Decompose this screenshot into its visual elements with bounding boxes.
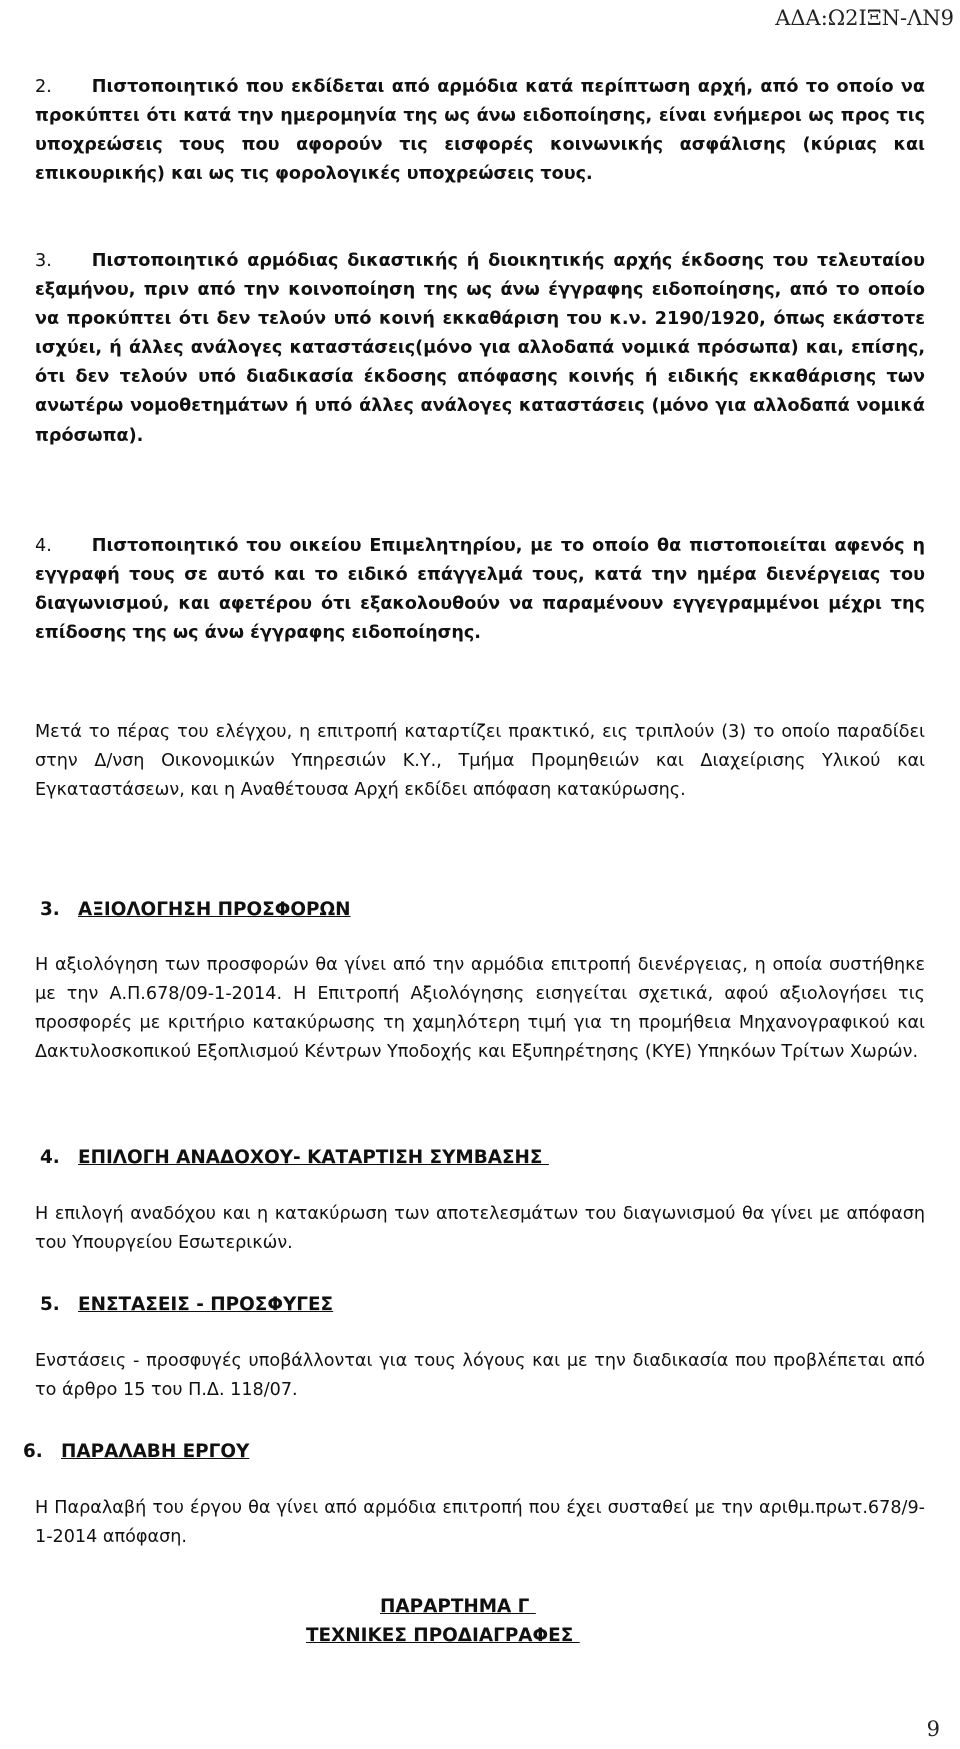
section-body-3: Η αξιολόγηση των προσφορών θα γίνει από την αρμόδια επιτροπή διενέργειας, η οποία συστήθηκε με την Α.Π.678/09-1-2014. Η Επιτροπή Αξιολόγησης εισηγείται σχετικά, αφού αξιολογήσει τις προσφορές με κριτήριο κατακύρωσης τη χαμηλότερη τιμή για τη προμήθεια Μηχανογραφικού και Δακτυλοσκοπικού Εξοπλισμού Κέντρων Υποδοχής και Εξυπηρέτησης (ΚΥΕ) Υπηκόων Τρίτων Χωρών. <box>35 955 925 1063</box>
section-body-4: Η επιλογή αναδόχου και η κατακύρωση των αποτελεσμάτων του διαγωνισμού θα γίνει με απόφαση του Υπουργείου Εσωτερικών. <box>35 1204 925 1254</box>
annex-title: ΠΑΡΑΡΤΗΜΑ Γ <box>380 1596 536 1617</box>
section-heading-4 <box>40 1144 549 1172</box>
item-number: 2. <box>35 77 52 97</box>
item-3 <box>35 247 925 451</box>
control-paragraph: Μετά το πέρας του ελέγχου, η επιτροπή καταρτίζει πρακτικό, εις τριπλούν (3) το οποίο παραδίδει στην Δ/νση Οικονομικών Υπηρεσιών Κ.Υ., Τμήμα Προμηθειών και Διαχείρισης Υλικού και Εγκαταστάσεων, και η Αναθέτουσα Αρχή εκδίδει απόφαση κατακύρωσης. <box>35 722 925 801</box>
section-title: ΑΞΙΟΛΟΓΗΣΗ ΠΡΟΣΦΟΡΩΝ <box>78 899 351 920</box>
section-number: 5. <box>40 1294 60 1315</box>
section-heading-3 <box>40 896 351 924</box>
section-body-6: Η Παραλαβή του έργου θα γίνει από αρμόδια επιτροπή που έχει συσταθεί με την αριθμ.πρωτ.678/9-1-2014 απόφαση. <box>35 1498 925 1548</box>
section-heading-5 <box>40 1291 333 1319</box>
section-title: ΕΝΣΤΑΣΕΙΣ - ΠΡΟΣΦΥΓΕΣ <box>78 1294 334 1315</box>
item-text: Πιστοποιητικό του οικείου Επιμελητηρίου, με το οποίο θα πιστοποιείται αφενός η εγγραφή τους σε αυτό και το ειδικό επάγγελμά τους, κατά την ημέρα διενέργειας του διαγωνισμού, και αφετέρου ότι εξακολουθούν να παραμένουν εγγεγραμμένοι μέχρι της επίδοσης της ως άνω έγγραφης ειδοποίησης. <box>35 536 925 644</box>
section-title: ΠΑΡΑΛΑΒΗ ΕΡΓΟΥ <box>61 1441 250 1462</box>
page-number: 9 <box>926 1717 940 1741</box>
item-2 <box>35 73 925 189</box>
ada-code: ΑΔΑ:Ω2ΙΞΝ-ΛΝ9 <box>775 6 954 30</box>
item-text: Πιστοποιητικό που εκδίδεται από αρμόδια κατά περίπτωση αρχή, από το οποίο να προκύπτει ότι κατά την ημερομηνία της ως άνω ειδοποίησης, είναι ενήμεροι ως προς τις υποχρεώσεις τους που αφορούν τις εισφορές κοινωνικής ασφάλισης (κύριας και επικουρικής) και ως τις φορολογικές υποχρεώσεις τους. <box>35 77 925 185</box>
item-text: Πιστοποιητικό αρμόδιας δικαστικής ή διοικητικής αρχής έκδοσης του τελευταίου εξαμήνου, πριν από την κοινοποίηση της ως άνω έγγραφης ειδοποίησης, από το οποίο να προκύπτει ότι δεν τελούν υπό κοινή εκκαθάριση του κ.ν. 2190/1920, όπως εκάστοτε ισχύει, ή άλλες ανάλογες καταστάσεις(μόνο για αλλοδαπά νομικά πρόσωπα) και, επίσης, ότι δεν τελούν υπό διαδικασία έκδοσης απόφασης κοινής ή ειδικής εκκαθάρισης των ανωτέρω νομοθετημάτων ή υπό άλλες ανάλογες καταστάσεις (μόνο για αλλοδαπά νομικά πρόσωπα). <box>35 251 925 446</box>
section-body-5: Ενστάσεις - προσφυγές υποβάλλονται για τους λόγους και με την διαδικασία που προβλέπεται από το άρθρο 15 του Π.Δ. 118/07. <box>35 1351 925 1401</box>
section-number: 3. <box>40 899 60 920</box>
section-number: 6. <box>23 1441 43 1462</box>
item-number: 4. <box>35 536 52 556</box>
section-heading-6 <box>23 1438 249 1466</box>
annex-subtitle: ΤΕΧΝΙΚΕΣ ΠΡΟΔΙΑΓΡΑΦΕΣ <box>306 1625 580 1646</box>
item-4 <box>35 532 925 648</box>
section-title: ΕΠΙΛΟΓΗ ΑΝΑΔΟΧΟΥ- ΚΑΤΑΡΤΙΣΗ ΣΥΜΒΑΣΗΣ <box>78 1147 549 1168</box>
section-number: 4. <box>40 1147 60 1168</box>
item-number: 3. <box>35 251 52 271</box>
